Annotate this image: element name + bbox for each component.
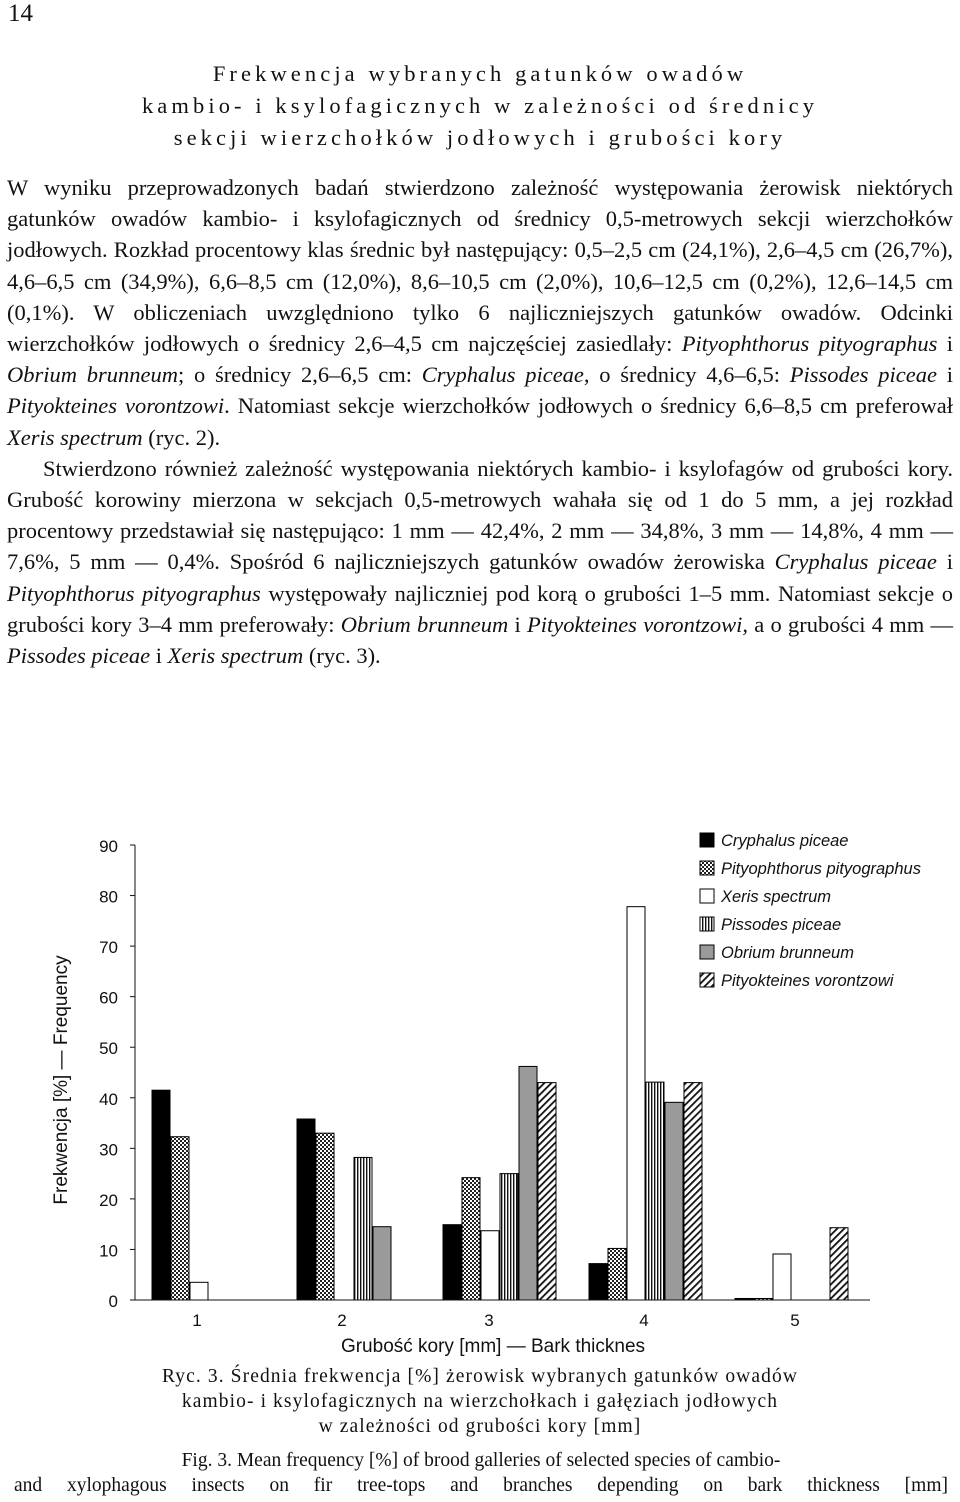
species-name: Pityokteines vorontzowi xyxy=(7,393,225,419)
title-line: Frekwencja wybranych gatunków owadów xyxy=(212,61,748,86)
species-name: Xeris spectrum xyxy=(7,424,143,450)
bar xyxy=(297,1119,315,1300)
bar xyxy=(773,1254,791,1300)
x-axis-label: Grubość kory [mm] — Bark thicknes xyxy=(340,1336,646,1357)
legend-label: Pityokteines vorontzowi xyxy=(721,972,894,990)
y-tick-label: 40 xyxy=(99,1089,118,1109)
y-tick-label: 20 xyxy=(99,1190,118,1210)
legend-label: Pissodes piceae xyxy=(721,916,842,934)
x-tick-label: 1 xyxy=(192,1311,202,1330)
text-run: , o średnicy 4,6–6,5: xyxy=(583,362,790,388)
species-name: Pityokteines vorontzowi, xyxy=(526,611,748,637)
y-tick-label: 30 xyxy=(99,1140,118,1160)
species-name: Pissodes piceae xyxy=(789,362,937,388)
text-run: (ryc. 2). xyxy=(142,424,221,450)
legend-label: Obrium brunneum xyxy=(721,944,854,962)
bar xyxy=(462,1178,480,1300)
legend-label: Pityophthorus pityographus xyxy=(721,860,921,878)
text-run: ; o średnicy 2,6–6,5 cm: xyxy=(178,362,422,388)
bar xyxy=(627,907,645,1300)
bar xyxy=(665,1102,683,1300)
legend-label: Cryphalus piceae xyxy=(721,832,849,850)
text-run: i xyxy=(937,331,953,357)
caption-line: Fig. 3. Mean frequency [%] of brood galleries of selected species of cambio- xyxy=(181,1450,781,1471)
x-tick-label: 2 xyxy=(337,1311,347,1330)
figure-3-chart xyxy=(0,820,960,1360)
bar xyxy=(608,1248,626,1300)
x-tick-label: 5 xyxy=(790,1311,800,1330)
y-tick-label: 0 xyxy=(108,1292,118,1311)
caption-line: kambio- i ksylofagicznych na wierzchołkach i gałęziach jodłowych xyxy=(181,1391,779,1412)
text-run: . Natomiast sekcje wierzchołków jodłowych o średnicy 6,6–8,5 cm preferował xyxy=(224,393,954,419)
text-run: i xyxy=(936,549,953,575)
y-tick-label: 10 xyxy=(99,1241,118,1261)
text-run: i xyxy=(508,611,527,637)
species-name: Pityophthorus pityographus xyxy=(7,580,261,606)
bar xyxy=(152,1090,170,1300)
title-line: sekcji wierzchołków jodłowych i grubości kory xyxy=(173,125,787,150)
legend-swatch xyxy=(700,889,714,903)
bar xyxy=(316,1133,334,1300)
bar-chart xyxy=(0,820,960,1360)
species-name: Cryphalus piceae xyxy=(774,549,937,575)
caption-english xyxy=(14,1448,948,1498)
bar xyxy=(190,1282,208,1300)
species-name: Xeris spectrum xyxy=(167,643,304,669)
paragraph-2 xyxy=(7,453,953,671)
legend-swatch xyxy=(700,945,714,959)
legend-swatch xyxy=(700,833,714,847)
y-tick-label: 70 xyxy=(99,938,118,958)
y-tick-label: 90 xyxy=(99,837,118,856)
bar xyxy=(373,1227,391,1300)
caption-line: w zależności od grubości kory [mm] xyxy=(318,1416,642,1437)
bar xyxy=(500,1174,518,1300)
x-tick-label: 4 xyxy=(639,1311,649,1330)
bar xyxy=(171,1137,189,1300)
y-tick-label: 50 xyxy=(99,1039,118,1059)
legend xyxy=(700,832,921,990)
y-tick-label: 80 xyxy=(99,887,118,907)
paragraph-1 xyxy=(7,172,953,453)
text-run: (ryc. 3). xyxy=(303,643,381,669)
caption-polish xyxy=(0,1364,960,1439)
x-axis xyxy=(135,1300,870,1330)
species-name: Obrium brunneum xyxy=(7,362,178,388)
text-run: Stwierdzono również zależność występowania niektórych kambio- i ksylofagów od grubości kory. Grubość korowiny mierzona w sekcjach 0,5-metrowych wahała się od 1 do 5 mm, a jej rozkład procentowy przedstawiał się następująco: 1 mm — 42,4%, 2 mm — 34,8%, 3 mm — 14,8%, 4 mm — 7,6%, 5 mm — 0,4%. Spośród 6 najliczniejszych gatunków owadów żerowiska xyxy=(7,455,953,575)
text-run: W wyniku przeprowadzonych badań stwierdzono zależność występowania żerowisk niektórych gatunków owadów kambio- i ksylofagicznych od średnicy 0,5-metrowych sekcji wierzchołków jodłowych. Rozkład procentowy klas średnic był następujący: 0,5–2,5 cm (24,1%), 2,6–4,5 cm (26,7%), 4,6–6,5 cm (34,9%), 6,6–8,5 cm (12,0%), 8,6–10,5 cm (2,0%), 10,6–12,5 cm (0,2%), 12,6–14,5 cm (0,1%). W obliczeniach uwzględniono tylko 6 najliczniejszych gatunków owadów. Odcinki wierzchołków jodłowych o średnicy 2,6–4,5 cm najczęściej zasiedlały: xyxy=(7,175,953,357)
bars xyxy=(152,907,848,1300)
species-name: Pissodes piceae xyxy=(7,643,151,669)
bar xyxy=(589,1264,607,1300)
y-tick-label: 60 xyxy=(99,988,118,1008)
bar xyxy=(684,1083,702,1300)
bar xyxy=(354,1157,372,1300)
bar xyxy=(538,1083,556,1300)
species-name: Pityophthorus pityographus xyxy=(681,331,938,357)
bar xyxy=(481,1231,499,1300)
page-number: 14 xyxy=(8,0,33,27)
bar xyxy=(830,1228,848,1300)
caption-line: Ryc. 3. Średnia frekwencja [%] żerowisk wybranych gatunków owadów xyxy=(161,1366,799,1387)
text-run: a o grubości 4 mm — xyxy=(748,611,954,637)
legend-swatch xyxy=(700,973,714,987)
legend-swatch xyxy=(700,861,714,875)
text-run: i xyxy=(936,362,953,388)
bar xyxy=(443,1225,461,1300)
bar xyxy=(519,1066,537,1300)
species-name: Cryphalus piceae xyxy=(421,362,584,388)
x-tick-label: 3 xyxy=(484,1311,494,1330)
section-title xyxy=(0,58,960,154)
bar xyxy=(646,1082,664,1300)
y-axis xyxy=(99,837,135,1311)
species-name: Obrium brunneum xyxy=(340,611,509,637)
body-text xyxy=(7,172,953,671)
caption-line: and xylophagous insects on fir tree-tops and branches depending on bark thickness [mm] xyxy=(14,1475,948,1496)
legend-label: Xeris spectrum xyxy=(721,888,832,906)
legend-swatch xyxy=(700,917,714,931)
title-line: kambio- i ksylofagicznych w zależności od średnicy xyxy=(141,93,819,118)
text-run: i xyxy=(150,643,168,669)
text-run: występowały najliczniej pod korą o grubości 1–5 mm. Natomiast sekcje o grubości kory 3–4 mm preferowały: xyxy=(7,580,953,637)
y-axis-label: Frekwencja [%] — Frequency xyxy=(51,955,72,1205)
